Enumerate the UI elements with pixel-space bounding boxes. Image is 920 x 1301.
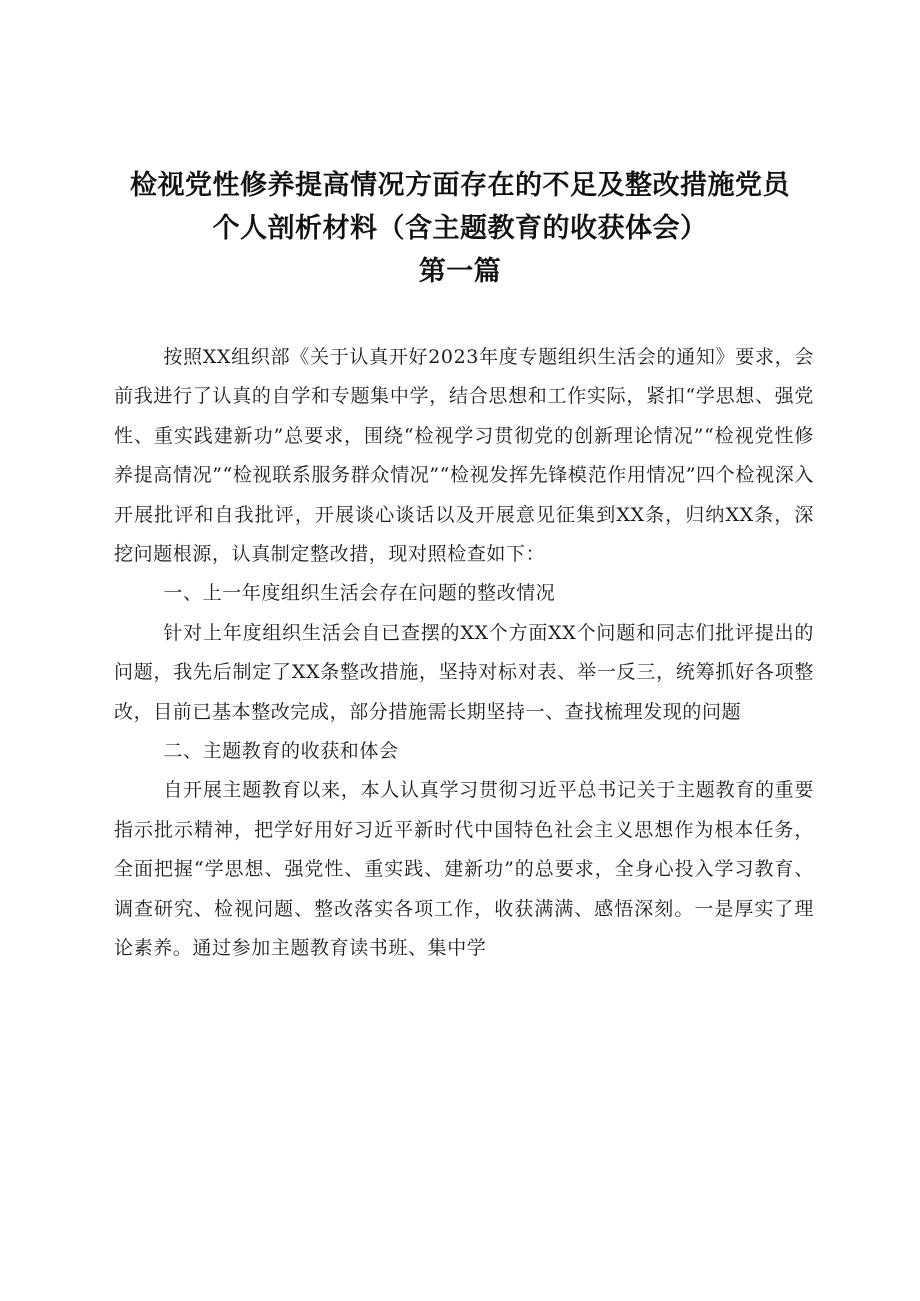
document-body <box>114 338 814 969</box>
section2-paragraph: 自开展主题教育以来，本人认真学习贯彻习近平总书记关于主题教育的重要指示批示精神，把学好用好习近平新时代中国特色社会主义思想作为根本任务，全面把握“学思想、强党性、重实践、建新功”的总要求，全身心投入学习教育、调查研究、检视问题、整改落实各项工作，收获满满、感悟深刻。一是厚实了理论素养。通过参加主题教育读书班、集中学 <box>114 779 814 960</box>
title-line-3: 第一篇 <box>418 256 502 287</box>
title-line-1: 检视党性修养提高情况方面存在的不足及整改措施党员 <box>130 170 790 201</box>
document-title <box>100 164 820 293</box>
section1-heading: 一、上一年度组织生活会存在问题的整改情况 <box>163 582 556 605</box>
section2-heading: 二、主题教育的收获和体会 <box>163 740 399 763</box>
title-line-2: 个人剖析材料（含主题教育的收获体会） <box>212 213 708 244</box>
intro-paragraph: 按照XX组织部《关于认真开好2023年度专题组织生活会的通知》要求，会前我进行了认真的自学和专题集中学，结合思想和工作实际，紧扣“学思想、强党性、重实践建新功”总要求，围绕“检视学习贯彻党的创新理论情况”“检视党性修养提高情况”“检视联系服务群众情况”“检视发挥先锋模范作用情况”四个检视深入开展批评和自我批评，开展谈心谈话以及开展意见征集到XX条，归纳XX条，深挖问题根源，认真制定整改措，现对照检查如下： <box>114 346 814 566</box>
section1-paragraph: 针对上年度组织生活会自已查摆的XX个方面XX个问题和同志们批评提出的问题，我先后制定了XX条整改措施，坚持对标对表、举一反三，统筹抓好各项整改，目前已基本整改完成，部分措施需长期坚持一、查找梳理发现的问题 <box>114 621 814 723</box>
